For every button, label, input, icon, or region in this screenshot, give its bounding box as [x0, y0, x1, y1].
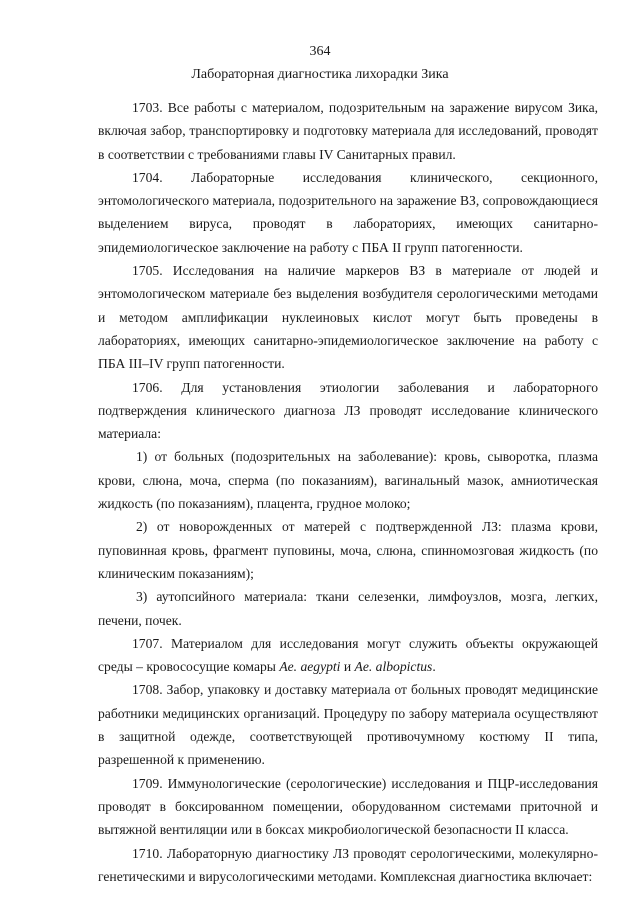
paragraph-1703: 1703. Все работы с материалом, подозрительным на заражение вирусом Зика, включая забор, транспортировку и подготовку материала для исследований, проводят в соответствии с требованиями главы IV Санитарных правил. — [98, 100, 598, 162]
paragraph-1710: 1710. Лабораторную диагностику ЛЗ проводят серологическими, молекулярно-генетическими и вирусологическими методами. Комплексная диагностика включает: — [98, 845, 598, 884]
paragraph-1707 — [98, 632, 598, 679]
paragraph-1704: 1704. Лабораторные исследования клинического, секционного, энтомологического материала, подозрительного на заражение ВЗ, сопровождающиеся выделением вируса, проводят в лабораториях, имеющих санитарно-эпидемиологическое заключение на работу с ПБА II групп патогенности. — [98, 169, 598, 255]
list-item-3: 3) аутопсийного материала: ткани селезенки, лимфоузлов, мозга, легких, печени, почек. — [98, 589, 598, 628]
paragraph-1706: 1706. Для установления этиологии заболевания и лабораторного подтверждения клинического диагноза ЛЗ проводят исследование клинического материала: — [98, 379, 598, 442]
body-text — [98, 96, 598, 888]
paragraph-1707-end: . — [432, 659, 436, 675]
paragraph-1705: 1705. Исследования на наличие маркеров ВЗ в материале от людей и энтомологическом материале без выделения возбудителя серологическими методами и методом амплификации нуклеиновых кислот могут быть проведены в лабораториях, имеющих санитарно-эпидемиологическое заключение на работу с ПБА III–IV групп патогенности. — [98, 263, 598, 372]
species-albopictus: Ae. albopictus — [354, 659, 433, 675]
species-aegypti: Ae. aegypti — [279, 659, 341, 675]
paragraph-1709: 1709. Иммунологические (серологические) исследования и ПЦР-исследования проводят в боксированном помещении, оборудованном системами приточной и вытяжной вентиляции или в боксах микробиологической безопасности II класса. — [98, 775, 598, 838]
page-number: 364 — [309, 44, 331, 59]
paragraph-1708: 1708. Забор, упаковку и доставку материала от больных проводят медицинские работники медицинских организаций. Процедуру по забору материала осуществляют в защитной одежде, соответствующей противочумному костюму II типа, разрешенной к применению. — [98, 682, 598, 768]
paragraph-1707-text: 1707. Материалом для исследования могут служить объекты окружающей среды – кровососущие комары — [98, 635, 598, 675]
paragraph-1707-connector: и — [340, 659, 355, 675]
section-title: Лабораторная диагностика лихорадки Зика — [191, 67, 449, 82]
list-item-2: 2) от новорожденных от матерей с подтвержденной ЛЗ: плазма крови, пуповинная кровь, фрагмент пуповины, моча, слюна, спинномозговая жидкость (по клиническим показаниям); — [98, 519, 598, 581]
list-item-1: 1) от больных (подозрительных на заболевание): кровь, сыворотка, плазма крови, слюна, моча, сперма (по показаниям), вагинальный мазок, амниотическая жидкость (по показаниям), плацента, грудное молоко; — [98, 449, 598, 512]
